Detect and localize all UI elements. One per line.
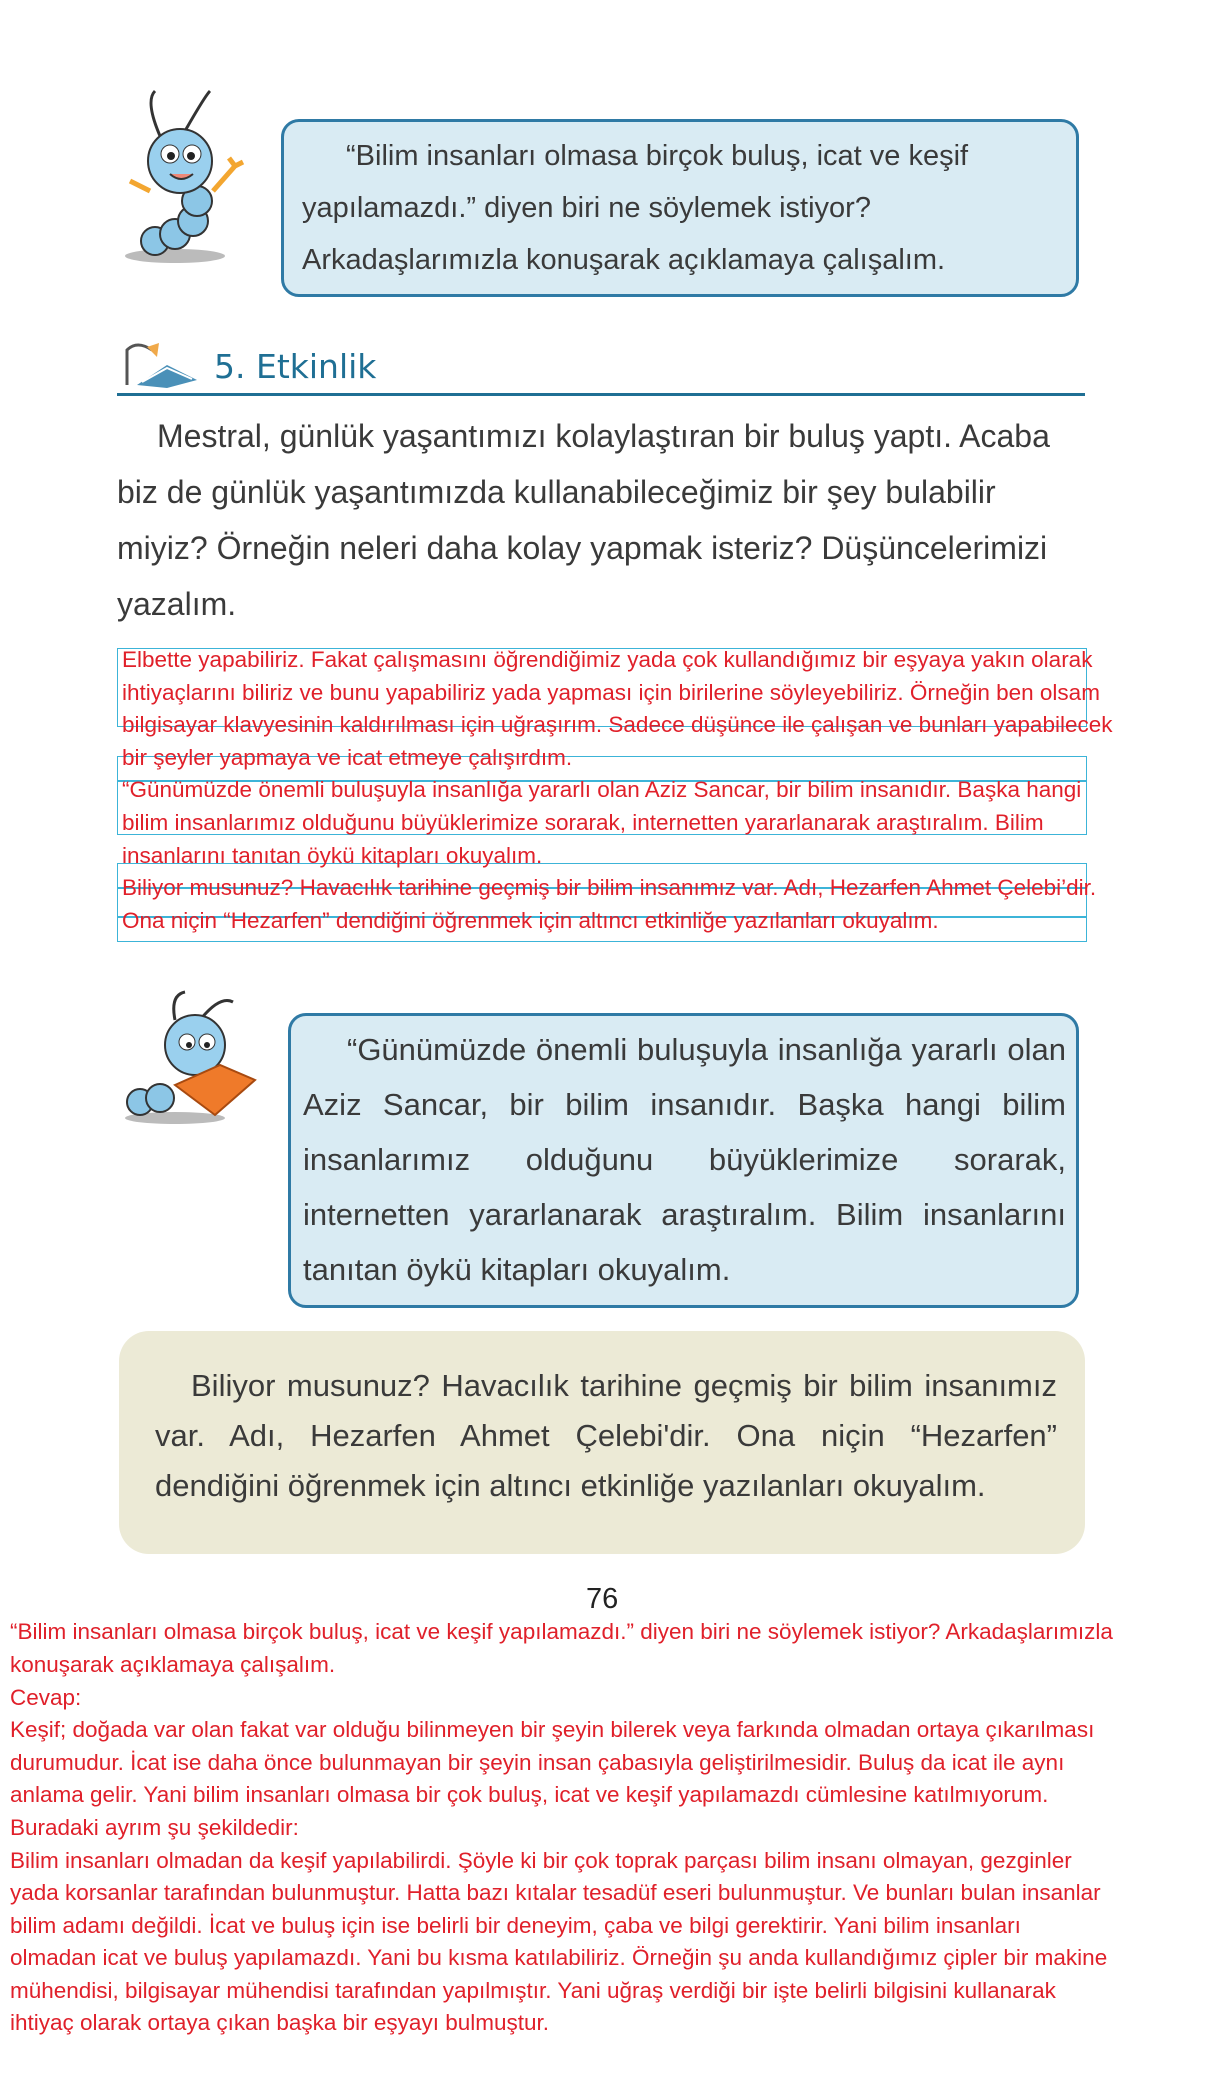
overlay-line: bir şeyler yapmaya ve icat etmeye çalışırdım.: [122, 744, 573, 770]
overlay-line: bilgisayar klavyesinin kaldırılması için uğraşırım. Sadece düşünce ile çalışan ve bunları yapabilecek: [122, 712, 1113, 738]
did-you-know-text: Biliyor musunuz? Havacılık tarihine geçmiş bir bilim insanımız var. Adı, Hezarfen Ahmet Çelebi'dir. Ona niçin “Hezarfen” dendiğini öğrenmek için altıncı etkinliğe yazılanları okuyalım.: [155, 1368, 1057, 1504]
overlay-block: [117, 644, 1197, 937]
did-you-know-box: [119, 1331, 1085, 1554]
caterpillar-mascot-icon: [115, 86, 265, 266]
answer-line: bilim adamı değildi. İcat ve buluş için ise belirli bir deneyim, çaba ve bilgi gerektirir. Yani bilim insanları: [10, 1912, 1021, 1938]
overlay-line: Biliyor musunuz? Havacılık tarihine geçmiş bir bilim insanımız var. Adı, Hezarfen Ahmet Çelebi’dir.: [122, 875, 1097, 901]
answer-line: olmadan icat ve buluş yapılamazdı. Yani bu kısma katılabiliriz. Örneğin şu anda kullandığımız çipler bir makine: [10, 1945, 1108, 1971]
page-number: 76: [586, 1583, 619, 1616]
answer-line: anlama gelir. Yani bilim insanları olmasa bir çok buluş, icat ve keşif yapılamazdı cümlesine katılmıyorum.: [10, 1782, 1049, 1808]
overlay-line: ihtiyaçlarını biliriz ve bunu yapabiliriz yada yapması için birilerine söyleyebiliriz. Örneğin ben olsam: [122, 679, 1100, 705]
answer-line: Bilim insanları olmadan da keşif yapılabilirdi. Şöyle ki bir çok toprak parçası bilim insanı olmayan, gezginler: [10, 1847, 1072, 1873]
answer-line: Keşif; doğada var olan fakat var olduğu bilinmeyen bir şeyin bilerek veya farkında olmadan ortaya çıkarılması: [10, 1717, 1095, 1743]
activity-title: 5. Etkinlik: [214, 347, 377, 386]
answer-line: Cevap:: [10, 1684, 82, 1710]
activity-paragraph: Mestral, günlük yaşantımızı kolaylaştıran bir buluş yaptı. Acaba biz de günlük yaşantımızda kullanabileceğimiz bir şey bulabilir miyiz? Örneğin neleri daha kolay yapmak isteriz? Düşüncelerimizi yazalım.: [117, 418, 1050, 622]
overlay-line: “Günümüzde önemli buluşuyla insanlığa yararlı olan Aziz Sancar, bir bilim insanıdır. Başka hangi: [122, 777, 1082, 803]
answer-line: Buradaki ayrım şu şekildedir:: [10, 1814, 299, 1840]
overlay-line: Ona niçin “Hezarfen” dendiğini öğrenmek için altıncı etkinliğe yazılanları okuyalım.: [122, 907, 939, 933]
answer-text: [10, 1616, 1208, 2040]
overlay-line: Elbette yapabiliriz. Fakat çalışmasını öğrendiğimiz yada çok kullandığımız bir eşyaya yakın olarak: [122, 647, 1093, 672]
question-row: [0, 119, 1208, 297]
speech-bubble-question: [281, 119, 1079, 297]
caterpillar-reading-icon: [115, 990, 265, 1130]
overlay-line: bilim insanlarımız olduğunu büyüklerimize sorarak, internetten yararlanarak araştıralım. Bilim: [122, 809, 1044, 835]
book-lamp-icon: [117, 335, 202, 390]
overlay-line: insanlarını tanıtan öykü kitapları okuyalım.: [122, 842, 543, 868]
answer-line: yada korsanlar tarafından bulunmuştur. Hatta bazı kıtalar tesadüf eseri bulunmuştur. Ve bunları bulan insanlar: [10, 1880, 1101, 1906]
scientists-row: [0, 1013, 1208, 1308]
answer-line: durumudur. İcat ise daha önce bulunmayan bir şeyin insan çabasıyla geliştirilmesidir. Buluş da icat ile aynı: [10, 1749, 1065, 1775]
activity-heading: [117, 335, 1085, 396]
answer-line: konuşarak açıklamaya çalışalım.: [10, 1651, 336, 1677]
answer-line: “Bilim insanları olmasa birçok buluş, icat ve keşif yapılamazdı.” diyen biri ne söylemek istiyor? Arkadaşlarımızla: [10, 1619, 1113, 1645]
answer-line: ihtiyaç olarak ortaya çıkan başka bir eşyayı bulmuştur.: [10, 2010, 550, 2036]
speech-bubble-scientists: [288, 1013, 1079, 1308]
answer-line: mühendisi, bilgisayar mühendisi tarafından yapılmıştır. Yani uğraş verdiği bir işte belirli bilgisini kullanarak: [10, 1977, 1056, 2003]
overlay-answer-text: [117, 644, 1197, 937]
bubble-scientists-text: “Günümüzde önemli buluşuyla insanlığa yararlı olan Aziz Sancar, bir bilim insanıdır. Başka hangi bilim insanlarımız olduğunu büyüklerimize sorarak, internetten yararlanarak araştıralım. Bilim insanlarını tanıtan öykü kitapları okuyalım.: [303, 1032, 1066, 1288]
bubble-question-text: “Bilim insanları olmasa birçok buluş, icat ve keşif yapılamazdı.” diyen biri ne söylemek istiyor? Arkadaşlarımızla konuşarak açıklamaya çalışalım.: [302, 140, 969, 276]
